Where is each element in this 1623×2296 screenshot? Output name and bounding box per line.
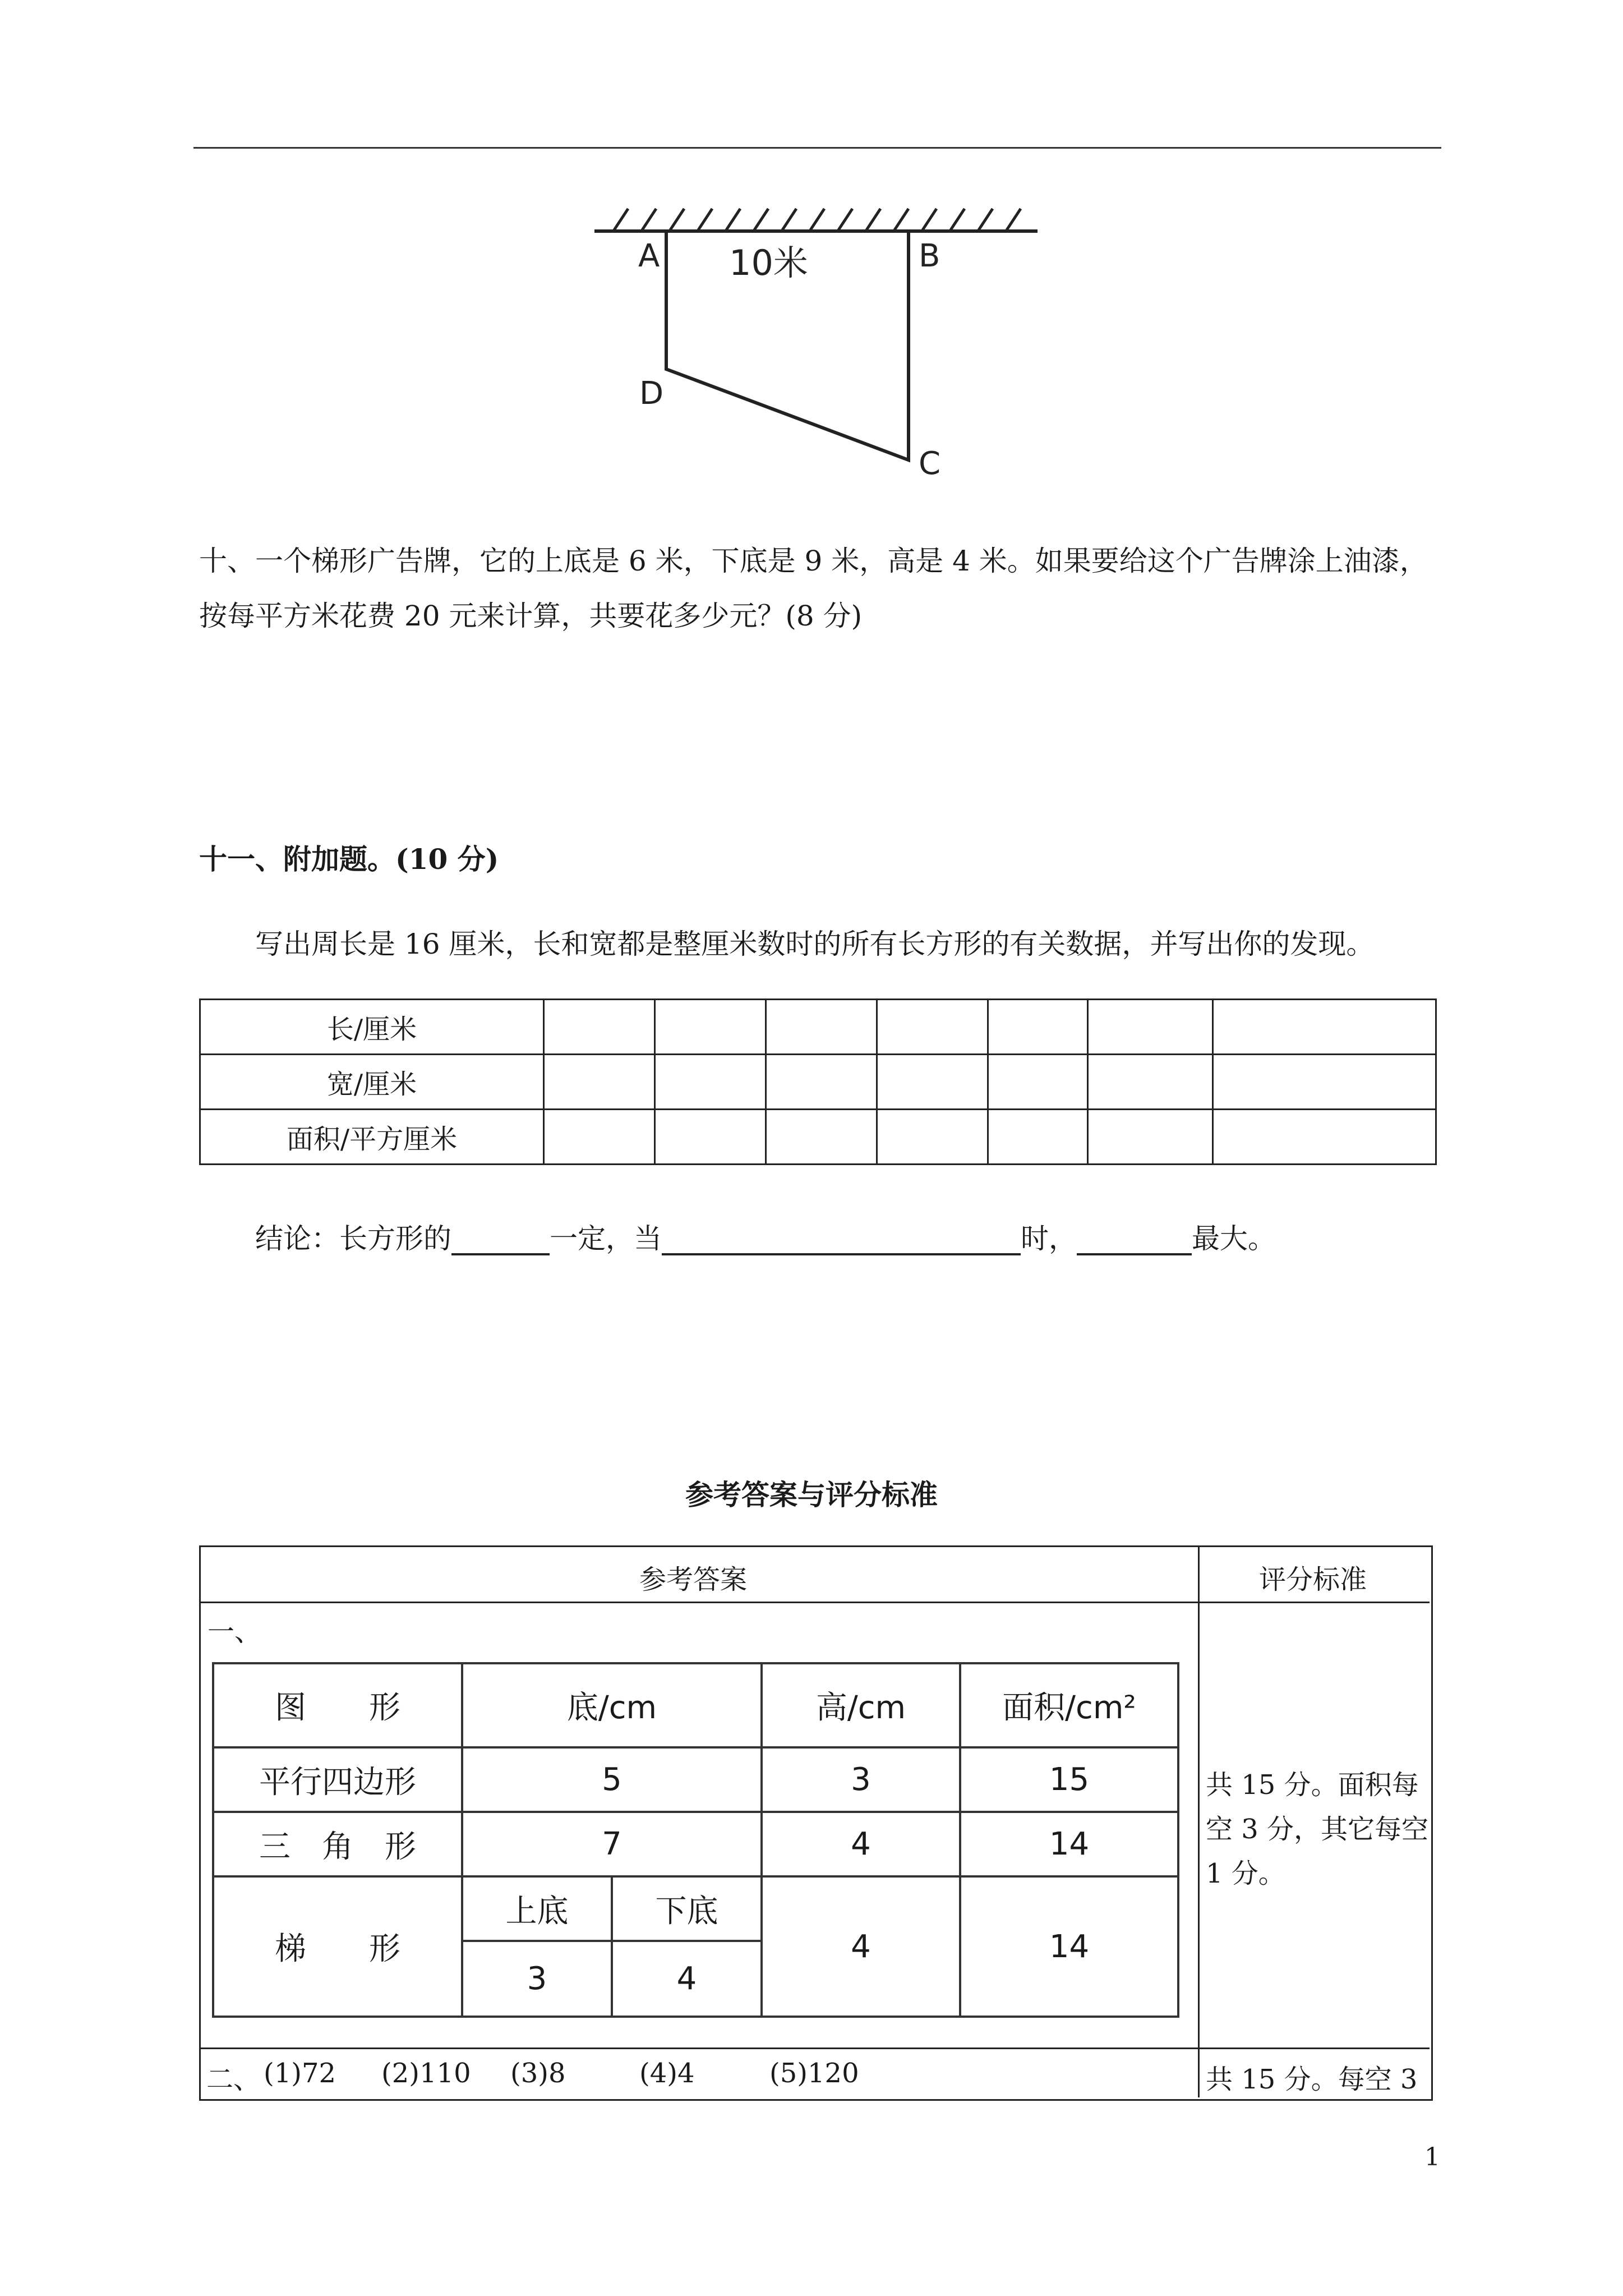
q11-prompt: 写出周长是 16 厘米，长和宽都是整厘米数时的所有长方形的有关数据，并写出你的发现。 [255, 928, 1375, 960]
answer-item: (3)8 [510, 2058, 566, 2089]
row-header-width: 宽/厘米 [200, 1055, 544, 1110]
q10-line-2: 按每平方米花费 20 元来计算，共要花多少元？(8 分) [199, 600, 863, 632]
conclusion-blank-2[interactable] [662, 1224, 1021, 1255]
inner-cell: 7 [462, 1812, 762, 1876]
conclusion-blank-3[interactable] [1077, 1224, 1192, 1255]
table-row [200, 1110, 1436, 1165]
inner-header-shape: 图 形 [213, 1663, 462, 1747]
blank-cell[interactable] [877, 1055, 988, 1110]
blank-cell[interactable] [655, 1055, 766, 1110]
conclusion-text-2: 一定，当 [550, 1222, 662, 1255]
header-rule [193, 147, 1441, 149]
label-a: A [638, 238, 660, 274]
blank-cell[interactable] [988, 1055, 1088, 1110]
answer-header-divider [199, 1602, 1430, 1603]
answer-item: (1)72 [264, 2058, 336, 2089]
inner-cell-top-base-label: 上底 [462, 1876, 612, 1941]
shape-answer-table [212, 1662, 1179, 2018]
blank-cell[interactable] [1088, 1055, 1213, 1110]
inner-shape-trapezoid: 梯 形 [213, 1876, 462, 2017]
answer-item: (2)110 [381, 2058, 471, 2089]
label-c: C [919, 445, 941, 482]
inner-cell: 5 [462, 1747, 762, 1812]
blank-cell[interactable] [655, 1000, 766, 1055]
inner-cell-bottom-base-label: 下底 [612, 1876, 762, 1941]
inner-cell: 15 [960, 1747, 1178, 1812]
answer-item: (5)120 [769, 2058, 859, 2089]
inner-shape-triangle: 三 角 形 [213, 1812, 462, 1876]
conclusion-text-4: 最大。 [1192, 1222, 1276, 1255]
answer-section-divider [199, 2047, 1430, 2049]
section-2-label: 二、 [206, 2064, 261, 2095]
table-row [213, 1812, 1178, 1876]
section-1-label: 一、 [208, 1616, 262, 1648]
table-row [213, 1747, 1178, 1812]
conclusion-text-3: 时， [1021, 1222, 1077, 1255]
answer-col-header: 参考答案 [639, 1564, 748, 1595]
criteria-1-line-1: 共 15 分。面积每 [1206, 1769, 1419, 1801]
criteria-1-line-3: 1 分。 [1206, 1858, 1285, 1889]
conclusion-line [255, 1222, 1276, 1255]
blank-cell[interactable] [877, 1110, 988, 1165]
page-number: 1 [1424, 2143, 1440, 2171]
row-header-area: 面积/平方厘米 [200, 1110, 544, 1165]
blank-cell[interactable] [1213, 1055, 1436, 1110]
answer-item: (4)4 [639, 2058, 695, 2089]
blank-cell[interactable] [1088, 1110, 1213, 1165]
blank-cell[interactable] [1213, 1000, 1436, 1055]
table-row [213, 1876, 1178, 1941]
blank-cell[interactable] [766, 1110, 877, 1165]
perimeter-data-table [199, 999, 1437, 1165]
label-b: B [919, 238, 940, 274]
blank-cell[interactable] [766, 1000, 877, 1055]
conclusion-blank-1[interactable] [451, 1224, 550, 1255]
inner-header-area: 面积/cm² [960, 1663, 1178, 1747]
inner-cell: 14 [960, 1876, 1178, 2017]
q10-line-1: 十、一个梯形广告牌，它的上底是 6 米，下底是 9 米，高是 4 米。如果要给这个广告牌涂上油漆， [199, 545, 1428, 577]
blank-cell[interactable] [544, 1000, 655, 1055]
criteria-2: 共 15 分。每空 3 [1206, 2064, 1418, 2095]
blank-cell[interactable] [1213, 1110, 1436, 1165]
inner-cell: 3 [762, 1747, 960, 1812]
blank-cell[interactable] [877, 1000, 988, 1055]
q11-heading: 十一、附加题。(10 分) [199, 843, 499, 876]
blank-cell[interactable] [544, 1110, 655, 1165]
blank-cell[interactable] [988, 1000, 1088, 1055]
label-top-length: 10米 [729, 242, 808, 283]
row-header-length: 长/厘米 [200, 1000, 544, 1055]
blank-cell[interactable] [544, 1055, 655, 1110]
inner-cell-top-base: 3 [462, 1941, 612, 2017]
inner-cell: 4 [762, 1812, 960, 1876]
inner-cell: 14 [960, 1812, 1178, 1876]
table-row [213, 1663, 1178, 1747]
answer-column-divider [1198, 1545, 1200, 2097]
label-d: D [639, 375, 664, 412]
answers-title: 参考答案与评分标准 [685, 1478, 938, 1511]
blank-cell[interactable] [655, 1110, 766, 1165]
inner-shape-parallelogram: 平行四边形 [213, 1747, 462, 1812]
blank-cell[interactable] [1088, 1000, 1213, 1055]
table-row [200, 1055, 1436, 1110]
inner-header-height: 高/cm [762, 1663, 960, 1747]
table-row [200, 1000, 1436, 1055]
wall-hatching [614, 209, 1021, 230]
inner-header-base: 底/cm [462, 1663, 762, 1747]
criteria-1-line-2: 空 3 分，其它每空 [1206, 1814, 1429, 1845]
blank-cell[interactable] [766, 1055, 877, 1110]
conclusion-text-1: 结论：长方形的 [255, 1222, 451, 1255]
criteria-col-header: 评分标准 [1259, 1564, 1367, 1595]
inner-cell-bottom-base: 4 [612, 1941, 762, 2017]
trapezoid-diagram [583, 199, 1054, 496]
inner-cell: 4 [762, 1876, 960, 2017]
blank-cell[interactable] [988, 1110, 1088, 1165]
